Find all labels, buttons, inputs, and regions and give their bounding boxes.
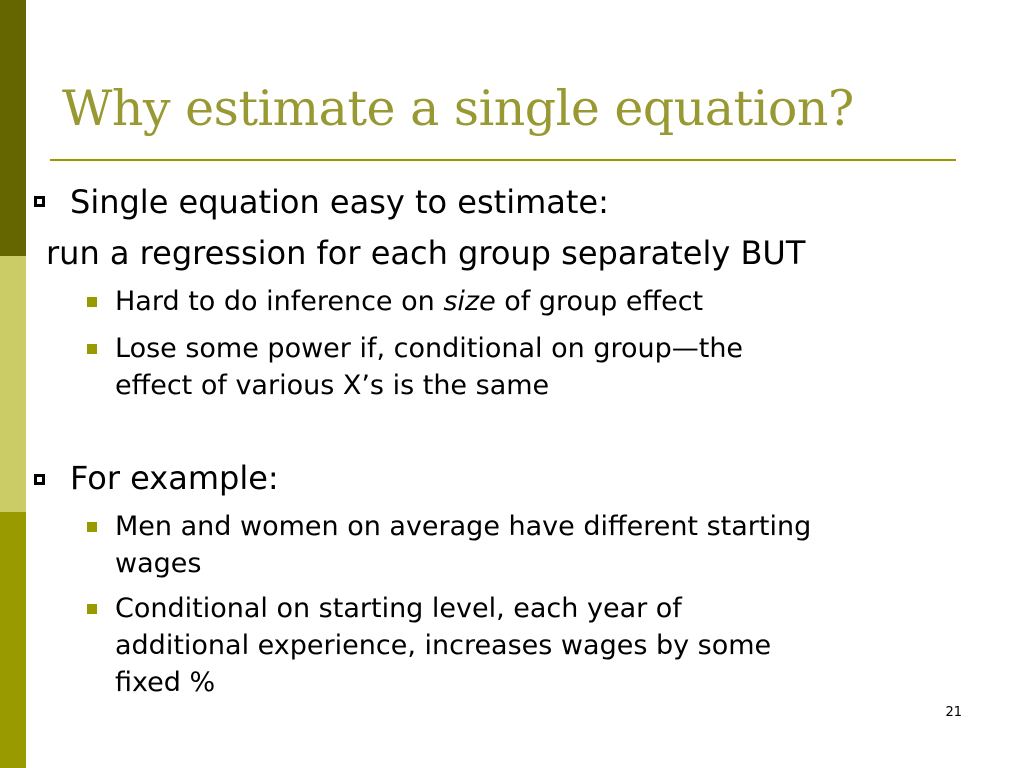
sub-bullet-line: Lose some power if, conditional on group—the	[115, 333, 744, 364]
hollow-square-bullet-icon	[34, 474, 45, 485]
sub-bullet-line: effect of various X’s is the same	[115, 370, 550, 401]
sub-bullet-line: additional experience, increases wages by some	[115, 630, 772, 661]
sub-bullet-text: Hard to do inference on	[115, 286, 444, 317]
hollow-square-bullet-icon	[34, 196, 45, 207]
title-underline	[50, 159, 956, 161]
emphasis-size: size	[443, 286, 496, 317]
sub-bullet-line: wages	[115, 548, 202, 579]
filled-square-bullet-icon	[87, 344, 97, 354]
sub-bullet-line: fixed %	[115, 667, 216, 698]
sub-bullet-inference	[115, 283, 1005, 320]
sub-bullet-line: Conditional on starting level, each year of	[115, 593, 682, 624]
sub-bullet-experience	[115, 590, 1005, 701]
bullet-continuation: run a regression for each group separately BUT	[46, 234, 806, 272]
sub-bullet-power	[115, 330, 1005, 404]
filled-square-bullet-icon	[87, 522, 97, 532]
sub-bullet-line: Men and women on average have different starting	[115, 511, 812, 542]
sub-bullet-text: of group effect	[495, 286, 704, 317]
sidebar-accent	[0, 0, 26, 768]
filled-square-bullet-icon	[87, 297, 97, 307]
page-number: 21	[945, 705, 962, 720]
sub-bullet-starting-wages	[115, 508, 1005, 582]
bullet-item-single-equation: Single equation easy to estimate:	[70, 183, 609, 221]
slide-title: Why estimate a single equation?	[62, 80, 854, 137]
sidebar-segment-light	[0, 256, 26, 512]
sidebar-segment-mid	[0, 512, 26, 768]
sidebar-segment-dark	[0, 0, 26, 256]
bullet-item-for-example: For example:	[70, 459, 279, 497]
filled-square-bullet-icon	[87, 604, 97, 614]
